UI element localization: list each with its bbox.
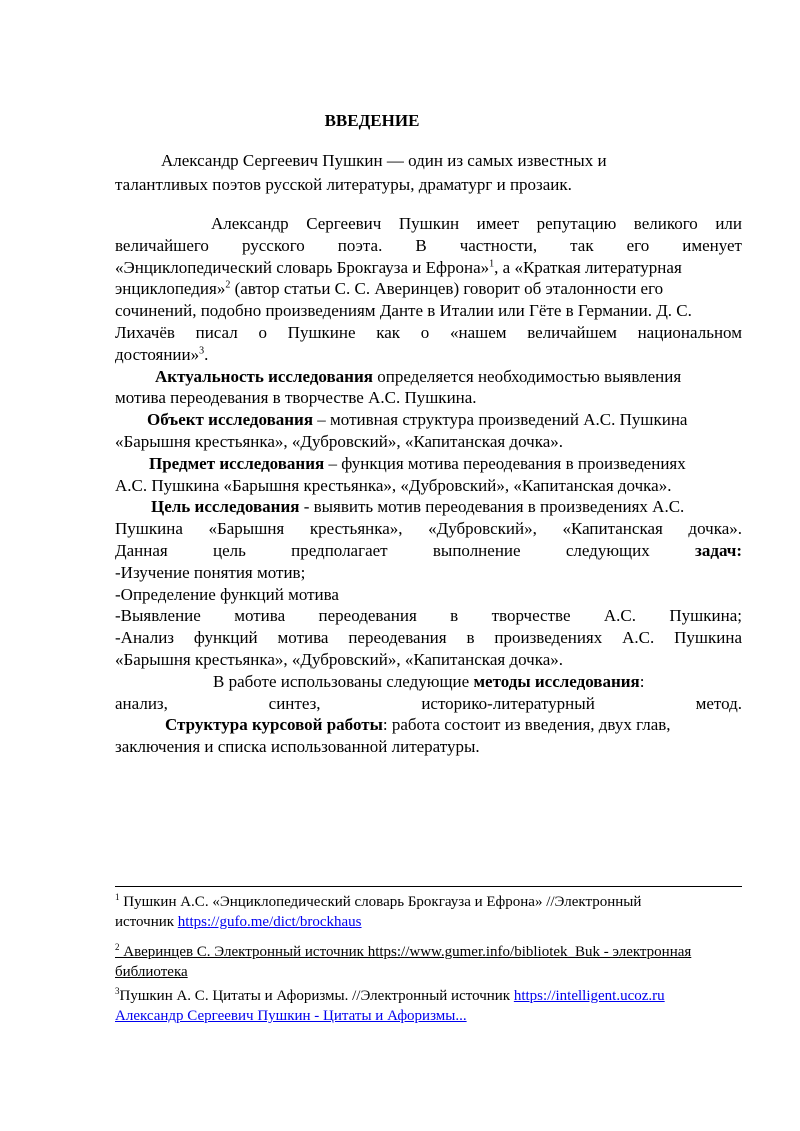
footnote-number: 2 — [115, 942, 120, 952]
footnote-line — [115, 912, 742, 932]
text-span: Пушкин А. С. Цитаты и Афоризмы. //Электронный источник — [119, 988, 514, 1004]
text-span: Пушкин А.С. «Энциклопедический словарь Брокгауза и Ефрона» //Электронный — [119, 894, 642, 910]
paragraph-line — [115, 409, 742, 431]
paragraph-line — [115, 540, 742, 562]
footnote-link[interactable]: Александр Сергеевич Пушкин - Цитаты и Афоризмы... — [115, 1008, 467, 1024]
intro-paragraph — [115, 149, 675, 197]
text-span: достоянии» — [115, 344, 200, 364]
section-label: Объект исследования — [147, 410, 314, 430]
paragraph-line: А.С. Пушкина «Барышня крестьянка», «Дубровский», «Капитанская дочка». — [115, 475, 672, 495]
paragraph-line: мотива переодевания в творчестве А.С. Пушкина. — [115, 388, 477, 408]
footnote-link[interactable]: https://intelligent.ucoz.ru — [513, 988, 665, 1004]
text-span: Данная цель предполагает выполнение следующих — [115, 540, 650, 560]
text-span: : — [639, 671, 645, 691]
section-label: Предмет исследования — [149, 453, 325, 473]
body-text — [115, 213, 742, 758]
section-label: Структура курсовой работы — [165, 715, 383, 735]
section-label: Цель исследования — [151, 497, 300, 517]
text-span: В работе использованы следующие — [213, 671, 470, 691]
text-span: определяется необходимостью выявления — [372, 366, 682, 386]
section-label: Актуальность исследования — [155, 366, 373, 386]
paragraph-line — [115, 366, 742, 388]
text-span: «Энциклопедический словарь Брокгауза и Ефрона» — [115, 257, 490, 277]
paragraph-line — [115, 714, 742, 736]
footnote-link[interactable]: https://gufo.me/dict/brockhaus — [177, 914, 362, 930]
footnote-1 — [115, 892, 742, 932]
paragraph-line: Лихачёв писал о Пушкине как о «нашем величайшем национальном — [115, 322, 742, 342]
intro-line: талантливых поэтов русской литературы, драматург и прозаик. — [115, 175, 572, 194]
footnote-3 — [115, 986, 742, 1026]
text-span: энциклопедия» — [115, 279, 226, 299]
footnote-line — [115, 986, 742, 1006]
footnote-2 — [115, 942, 742, 982]
text-span: : работа состоит из введения, двух глав, — [382, 715, 671, 735]
section-label: задач: — [695, 540, 743, 560]
footnote-number: 1 — [115, 892, 120, 902]
paragraph-line — [115, 453, 742, 475]
task-item: -Анализ функций мотива переодевания в произведениях А.С. Пушкина — [115, 628, 742, 648]
text-span: (автор статьи С. С. Аверинцев) говорит об эталонности его — [230, 279, 664, 299]
text-span: – функция мотива переодевания в произведениях — [324, 453, 686, 473]
page-title: ВВЕДЕНИЕ — [324, 111, 420, 130]
paragraph-line — [115, 671, 742, 693]
footnote-ref[interactable]: 3 — [199, 345, 205, 357]
footnote-number: 3 — [115, 986, 120, 996]
paragraph-line: «Барышня крестьянка», «Дубровский», «Капитанская дочка». — [115, 431, 563, 451]
paragraph-line — [115, 344, 742, 366]
text-span: – мотивная структура произведений А.С. Пушкина — [313, 410, 688, 430]
text-span: источник — [115, 914, 178, 930]
text-span: . — [204, 344, 209, 364]
footnote-line — [115, 892, 742, 912]
paragraph-line: анализ, синтез, историко-литературный метод. — [115, 693, 742, 713]
paragraph-line: Александр Сергеевич Пушкин имеет репутацию великого или — [211, 214, 742, 233]
paragraph-line — [115, 278, 742, 300]
footnote-separator — [115, 886, 742, 887]
footnote-ref[interactable]: 1 — [489, 257, 495, 269]
task-item: -Изучение понятия мотив; — [115, 562, 306, 582]
task-item: -Определение функций мотива — [115, 584, 339, 604]
text-span: - выявить мотив переодевания в произведениях А.С. — [299, 497, 685, 517]
paragraph-line — [115, 496, 742, 518]
footnote-line — [115, 962, 742, 982]
footnote-line — [115, 1006, 742, 1026]
paragraph-line: заключения и списка использованной литературы. — [115, 737, 480, 757]
section-label: методы исследования — [473, 671, 640, 691]
paragraph-line: сочинений, подобно произведениям Данте в Италии или Гёте в Германии. Д. С. — [115, 301, 692, 321]
text-span: Аверинцев С. Электронный источник https://www.gumer.info/bibliotek_Buk - электронная — [119, 944, 692, 960]
paragraph-line: величайшего русского поэта. В частности, так его именует — [115, 235, 742, 255]
text-span: библиотека — [115, 964, 188, 980]
paragraph-line — [115, 257, 742, 279]
intro-line: Александр Сергеевич Пушкин — один из самых известных и — [161, 151, 607, 170]
footnote-line — [115, 942, 742, 962]
text-span: , а «Краткая литературная — [494, 257, 682, 277]
task-item: -Выявление мотива переодевания в творчестве А.С. Пушкина; — [115, 606, 742, 626]
task-item: «Барышня крестьянка», «Дубровский», «Капитанская дочка». — [115, 649, 563, 669]
footnote-ref[interactable]: 2 — [225, 279, 231, 291]
paragraph-line: Пушкина «Барышня крестьянка», «Дубровский», «Капитанская дочка». — [115, 519, 742, 539]
